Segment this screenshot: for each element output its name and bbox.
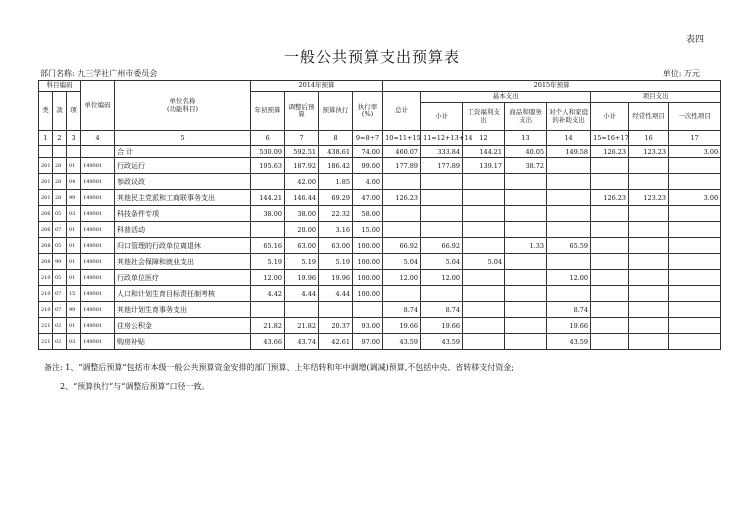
year-2014-header: 2014年预算	[251, 81, 383, 92]
value-cell	[463, 206, 505, 222]
value-cell: 4.42	[251, 286, 285, 302]
table-row	[39, 318, 721, 334]
value-cell	[251, 174, 285, 190]
xiang-cell: 99	[67, 302, 81, 318]
table-header	[39, 81, 721, 131]
value-cell	[591, 222, 629, 238]
lei-cell: 206	[39, 206, 53, 222]
basic-subtotal-header: 小计	[421, 103, 463, 131]
value-cell	[463, 286, 505, 302]
value-cell	[629, 334, 669, 350]
xiang-cell: 01	[67, 158, 81, 174]
value-cell	[591, 286, 629, 302]
value-cell	[591, 302, 629, 318]
value-cell	[505, 174, 547, 190]
unit-code-cell: 149001	[81, 174, 115, 190]
lei-cell: 201	[39, 174, 53, 190]
value-cell: 4.44	[285, 286, 319, 302]
value-cell: 21.82	[285, 318, 319, 334]
item-name-cell: 参政议政	[115, 174, 251, 190]
value-cell: 12.00	[547, 270, 591, 286]
table-number-label: 表四	[685, 35, 704, 45]
column-index-row	[39, 131, 721, 146]
value-cell: 97.00	[353, 334, 383, 350]
value-cell: 12.00	[251, 270, 285, 286]
kuan-cell: 05	[53, 238, 67, 254]
table-row	[39, 206, 721, 222]
xiang-cell: 01	[67, 270, 81, 286]
empty-cell	[39, 146, 53, 158]
value-cell	[505, 318, 547, 334]
total-value-cell: 144.21	[463, 146, 505, 158]
year-2015-header: 2015年预算	[383, 81, 721, 92]
xiang-header: 项	[67, 92, 81, 131]
value-cell	[547, 222, 591, 238]
value-cell: 1.85	[319, 174, 353, 190]
value-cell: 47.00	[353, 190, 383, 206]
unit-name-header-line2: (功能科目)	[166, 104, 199, 113]
column-index-cell: 9=8÷7	[353, 131, 383, 146]
value-cell	[463, 302, 505, 318]
value-cell: 5.04	[463, 254, 505, 270]
value-cell: 19.66	[421, 318, 463, 334]
executed-budget-header: 预算执行	[319, 92, 353, 131]
value-cell	[591, 206, 629, 222]
value-cell	[463, 270, 505, 286]
value-cell: 139.17	[463, 158, 505, 174]
unit-code-cell: 149001	[81, 270, 115, 286]
value-cell: 5.19	[319, 254, 353, 270]
value-cell	[629, 174, 669, 190]
value-cell: 126.23	[591, 190, 629, 206]
value-cell: 38.00	[251, 206, 285, 222]
initial-budget-header: 年初预算	[251, 92, 285, 131]
lei-cell: 201	[39, 190, 53, 206]
value-cell: 195.63	[251, 158, 285, 174]
adjusted-budget-header: 调整后预算	[285, 92, 319, 131]
value-cell	[505, 206, 547, 222]
unit-code-cell: 149001	[81, 206, 115, 222]
value-cell	[591, 238, 629, 254]
column-index-cell: 1	[39, 131, 53, 146]
value-cell: 20.00	[285, 222, 319, 238]
total-value-cell: 74.00	[353, 146, 383, 158]
unit-code-header: 单位编码	[81, 81, 115, 131]
value-cell: 5.19	[285, 254, 319, 270]
value-cell: 43.59	[383, 334, 421, 350]
xiang-cell: 15	[67, 286, 81, 302]
value-cell	[353, 302, 383, 318]
value-cell	[629, 302, 669, 318]
value-cell	[669, 334, 721, 350]
value-cell: 19.66	[383, 318, 421, 334]
unit-code-cell: 149001	[81, 302, 115, 318]
column-index-cell: 2	[53, 131, 67, 146]
value-cell	[547, 174, 591, 190]
value-cell	[421, 174, 463, 190]
value-cell: 99.00	[353, 158, 383, 174]
value-cell	[505, 222, 547, 238]
item-name-cell: 行政单位医疗	[115, 270, 251, 286]
value-cell: 187.92	[285, 158, 319, 174]
value-cell: 12.00	[421, 270, 463, 286]
column-index-cell: 11=12+13+14	[421, 131, 463, 146]
total-value-cell: 592.51	[285, 146, 319, 158]
lei-cell: 221	[39, 318, 53, 334]
item-name-cell: 人口和计划生育目标责任制考核	[115, 286, 251, 302]
page-title: 一般公共预算支出预算表	[283, 48, 460, 66]
value-cell	[669, 206, 721, 222]
table-row	[39, 190, 721, 206]
total-value-cell: 40.05	[505, 146, 547, 158]
value-cell: 8.74	[547, 302, 591, 318]
value-cell	[285, 302, 319, 318]
total-value-cell: 333.84	[421, 146, 463, 158]
basic-expenditure-header: 基本支出	[421, 92, 591, 103]
unit-name-header	[115, 81, 251, 131]
column-index-cell: 8	[319, 131, 353, 146]
value-cell	[421, 222, 463, 238]
value-cell: 5.19	[251, 254, 285, 270]
total-label: 合 计	[115, 146, 251, 158]
value-cell	[669, 174, 721, 190]
value-cell: 19.96	[285, 270, 319, 286]
unit-code-cell: 149001	[81, 158, 115, 174]
value-cell: 43.59	[547, 334, 591, 350]
value-cell: 126.23	[383, 190, 421, 206]
value-cell	[547, 158, 591, 174]
value-cell: 100.00	[353, 286, 383, 302]
value-cell	[669, 286, 721, 302]
lei-header: 类	[39, 92, 53, 131]
xiang-cell: 01	[67, 238, 81, 254]
unit-code-cell: 149001	[81, 318, 115, 334]
value-cell: 186.42	[319, 158, 353, 174]
column-index-cell: 17	[669, 131, 721, 146]
value-cell	[547, 190, 591, 206]
table-body	[39, 131, 721, 350]
value-cell	[463, 174, 505, 190]
footnote-1: 备注: 1、“调整后预算”包括市本级一般公共预算资金安排的部门预算、上年结转和年中调增(调减)预算,不包括中央、省转移支付资金;	[44, 363, 514, 372]
kuan-cell: 05	[53, 270, 67, 286]
value-cell	[251, 302, 285, 318]
column-index-cell: 6	[251, 131, 285, 146]
value-cell: 3.16	[319, 222, 353, 238]
value-cell	[629, 270, 669, 286]
value-cell	[629, 238, 669, 254]
execution-rate-header: 执行率 (%)	[353, 92, 383, 131]
footnotes	[44, 358, 514, 396]
value-cell: 177.89	[383, 158, 421, 174]
lei-cell: 221	[39, 334, 53, 350]
column-index-cell: 10=11+15	[383, 131, 421, 146]
value-cell	[629, 158, 669, 174]
value-cell	[629, 206, 669, 222]
value-cell: 22.32	[319, 206, 353, 222]
footnote-2: 2、“预算执行”与“调整后预算”口径一致。	[60, 382, 210, 391]
value-cell: 100.00	[353, 254, 383, 270]
total-value-cell: 3.00	[669, 146, 721, 158]
project-subtotal-header: 小计	[591, 103, 629, 131]
value-cell: 21.82	[251, 318, 285, 334]
value-cell	[319, 302, 353, 318]
value-cell	[591, 334, 629, 350]
table-row	[39, 222, 721, 238]
table-row	[39, 302, 721, 318]
value-cell	[669, 254, 721, 270]
value-cell: 1.33	[505, 238, 547, 254]
value-cell	[591, 158, 629, 174]
value-cell: 5.04	[383, 254, 421, 270]
kuan-cell: 07	[53, 286, 67, 302]
value-cell: 100.00	[353, 270, 383, 286]
value-cell	[629, 318, 669, 334]
column-index-cell: 5	[115, 131, 251, 146]
unit-code-cell: 149001	[81, 334, 115, 350]
table-row	[39, 270, 721, 286]
value-cell	[669, 270, 721, 286]
unit-code-cell: 149001	[81, 286, 115, 302]
total-value-cell: 460.07	[383, 146, 421, 158]
value-cell	[383, 206, 421, 222]
total-value-cell: 149.58	[547, 146, 591, 158]
table-row	[39, 238, 721, 254]
value-cell	[463, 190, 505, 206]
value-cell	[629, 222, 669, 238]
kuan-cell: 07	[53, 222, 67, 238]
xiang-cell: 99	[67, 190, 81, 206]
lei-cell: 206	[39, 222, 53, 238]
value-cell: 66.92	[421, 238, 463, 254]
value-cell: 19.66	[547, 318, 591, 334]
value-cell	[421, 206, 463, 222]
table-row	[39, 174, 721, 190]
item-name-cell: 归口管理的行政单位离退休	[115, 238, 251, 254]
item-name-cell: 住房公积金	[115, 318, 251, 334]
kuan-cell: 02	[53, 334, 67, 350]
table-row	[39, 334, 721, 350]
unit-code-cell: 149001	[81, 254, 115, 270]
lei-cell: 210	[39, 286, 53, 302]
value-cell: 123.23	[629, 190, 669, 206]
value-cell: 42.00	[285, 174, 319, 190]
kuan-cell: 05	[53, 206, 67, 222]
kuan-cell: 28	[53, 174, 67, 190]
value-cell	[591, 254, 629, 270]
value-cell: 15.00	[353, 222, 383, 238]
column-index-cell: 12	[463, 131, 505, 146]
value-cell	[383, 174, 421, 190]
value-cell	[383, 222, 421, 238]
value-cell: 4.44	[319, 286, 353, 302]
column-index-cell: 3	[67, 131, 81, 146]
lei-cell: 208	[39, 254, 53, 270]
empty-cell	[81, 146, 115, 158]
value-cell: 65.16	[251, 238, 285, 254]
value-cell	[463, 222, 505, 238]
column-index-cell: 14	[547, 131, 591, 146]
value-cell	[421, 190, 463, 206]
value-cell	[505, 270, 547, 286]
xiang-cell: 03	[67, 334, 81, 350]
value-cell	[505, 286, 547, 302]
value-cell	[505, 254, 547, 270]
value-cell: 177.89	[421, 158, 463, 174]
column-index-cell: 15=16+17	[591, 131, 629, 146]
table-row	[39, 254, 721, 270]
value-cell: 43.74	[285, 334, 319, 350]
kuan-cell: 02	[53, 318, 67, 334]
value-cell	[463, 318, 505, 334]
total-value-cell: 530.09	[251, 146, 285, 158]
value-cell: 43.59	[421, 334, 463, 350]
unit-code-cell: 149001	[81, 238, 115, 254]
kuan-cell: 07	[53, 302, 67, 318]
value-cell: 146.44	[285, 190, 319, 206]
value-cell	[505, 190, 547, 206]
table-row	[39, 286, 721, 302]
column-index-cell: 13	[505, 131, 547, 146]
unit-code-cell: 149001	[81, 190, 115, 206]
value-cell: 144.21	[251, 190, 285, 206]
value-cell: 93.00	[353, 318, 383, 334]
value-cell: 63.00	[319, 238, 353, 254]
value-cell: 66.92	[383, 238, 421, 254]
value-cell: 43.66	[251, 334, 285, 350]
column-index-cell: 4	[81, 131, 115, 146]
value-cell	[463, 238, 505, 254]
lei-cell: 201	[39, 158, 53, 174]
value-cell	[505, 302, 547, 318]
unit-label: 单位: 万元	[662, 69, 700, 78]
value-cell: 3.00	[669, 190, 721, 206]
value-cell	[547, 286, 591, 302]
value-cell: 42.61	[319, 334, 353, 350]
kuan-cell: 99	[53, 254, 67, 270]
value-cell	[591, 270, 629, 286]
value-cell: 19.96	[319, 270, 353, 286]
value-cell	[669, 238, 721, 254]
xiang-cell: 03	[67, 206, 81, 222]
column-index-cell: 16	[629, 131, 669, 146]
item-name-cell: 科技条件专项	[115, 206, 251, 222]
budget-table	[38, 80, 721, 350]
lei-cell: 208	[39, 238, 53, 254]
value-cell: 65.59	[547, 238, 591, 254]
lei-cell: 210	[39, 270, 53, 286]
item-name-cell: 行政运行	[115, 158, 251, 174]
total-value-cell: 126.23	[591, 146, 629, 158]
item-name-cell: 其他社会保障和就业支出	[115, 254, 251, 270]
total-row	[39, 146, 721, 158]
kuan-cell: 28	[53, 190, 67, 206]
grand-total-header: 总计	[383, 92, 421, 131]
onetime-project-header: 一次性项目	[669, 103, 721, 131]
total-value-cell: 438.61	[319, 146, 353, 158]
value-cell: 38.00	[285, 206, 319, 222]
value-cell	[591, 318, 629, 334]
value-cell: 20.37	[319, 318, 353, 334]
value-cell: 12.00	[383, 270, 421, 286]
value-cell: 5.04	[421, 254, 463, 270]
empty-cell	[67, 146, 81, 158]
xiang-cell: 01	[67, 222, 81, 238]
value-cell	[591, 174, 629, 190]
family-subsidy-header: 对个人和家庭的补助支出	[547, 103, 591, 131]
item-name-cell: 科普活动	[115, 222, 251, 238]
value-cell	[505, 334, 547, 350]
value-cell: 69.29	[319, 190, 353, 206]
regular-project-header: 经常性项目	[629, 103, 669, 131]
value-cell: 38.72	[505, 158, 547, 174]
value-cell: 58.00	[353, 206, 383, 222]
kuan-header: 款	[53, 92, 67, 131]
unit-code-cell: 149001	[81, 222, 115, 238]
value-cell	[463, 334, 505, 350]
item-name-cell: 其他民主党派和工商联事务支出	[115, 190, 251, 206]
value-cell	[421, 286, 463, 302]
lei-cell: 210	[39, 302, 53, 318]
empty-cell	[53, 146, 67, 158]
value-cell: 8.74	[383, 302, 421, 318]
department-name: 部门名称: 九三学社广州市委员会	[40, 69, 158, 78]
item-name-cell: 购房补贴	[115, 334, 251, 350]
value-cell	[629, 286, 669, 302]
xiang-cell: 01	[67, 254, 81, 270]
xiang-cell: 04	[67, 174, 81, 190]
value-cell	[669, 318, 721, 334]
value-cell	[629, 254, 669, 270]
value-cell: 100.00	[353, 238, 383, 254]
value-cell	[251, 222, 285, 238]
subject-code-header: 科目编码	[39, 81, 81, 92]
value-cell	[669, 158, 721, 174]
value-cell	[547, 206, 591, 222]
value-cell: 4.00	[353, 174, 383, 190]
kuan-cell: 28	[53, 158, 67, 174]
table-row	[39, 158, 721, 174]
value-cell	[669, 222, 721, 238]
xiang-cell: 01	[67, 318, 81, 334]
total-value-cell: 123.23	[629, 146, 669, 158]
value-cell	[547, 254, 591, 270]
item-name-cell: 其他计划生育事务支出	[115, 302, 251, 318]
value-cell	[669, 302, 721, 318]
goods-services-header: 商品和服务支出	[505, 103, 547, 131]
value-cell: 8.74	[421, 302, 463, 318]
unit-name-header-line1: 单位名称	[169, 97, 196, 106]
column-index-cell: 7	[285, 131, 319, 146]
value-cell	[383, 286, 421, 302]
value-cell: 63.00	[285, 238, 319, 254]
project-expenditure-header: 项目支出	[591, 92, 721, 103]
salary-welfare-header: 工资福利支出	[463, 103, 505, 131]
